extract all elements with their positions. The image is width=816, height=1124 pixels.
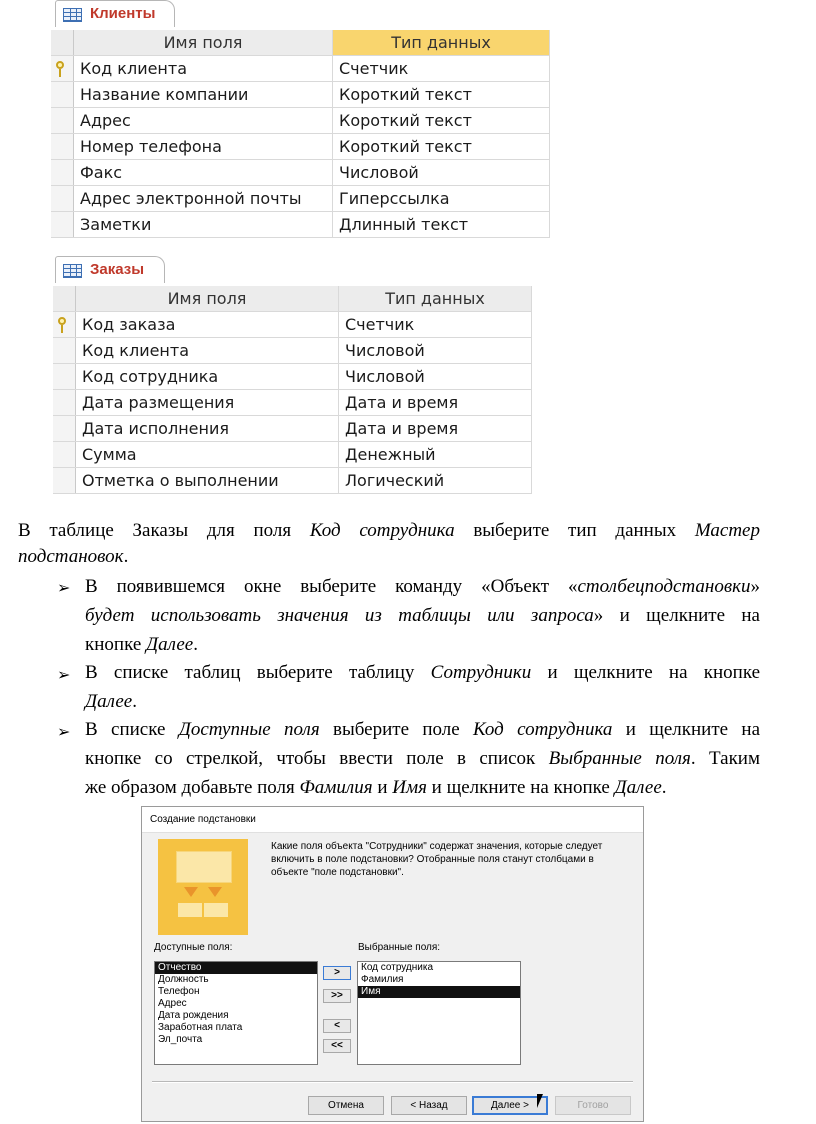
row-selector[interactable] (53, 364, 76, 390)
remove-field-button[interactable]: < (323, 1019, 351, 1033)
clients-designer (51, 0, 550, 244)
field-box-graphic (178, 903, 202, 917)
field-name-cell[interactable]: Дата исполнения (76, 416, 339, 442)
tab-label: Клиенты (90, 5, 156, 22)
dialog-title: Создание подстановки (150, 814, 256, 825)
list-item[interactable]: Дата рождения (158, 1010, 229, 1021)
wizard-question: Какие поля объекта "Сотрудники" содержат значения, которые следует включить в поле подстановки? Отобранные поля станут столбцами в объекте "поле подстановки". (271, 841, 603, 878)
field-row[interactable] (51, 212, 550, 238)
field-row[interactable] (53, 442, 532, 468)
step-1-line-2: будет использовать значения из таблицы или запроса» и щелкните на (85, 605, 760, 626)
data-type-cell[interactable]: Логический (339, 468, 532, 494)
row-selector[interactable] (53, 442, 76, 468)
next-button[interactable]: Далее > (472, 1096, 548, 1115)
cancel-button[interactable]: Отмена (308, 1096, 384, 1115)
bullet-arrow-icon: ➢ (57, 578, 71, 597)
list-item[interactable]: Отчество (155, 962, 317, 974)
row-selector-header[interactable] (53, 286, 76, 312)
data-type-cell[interactable]: Дата и время (339, 416, 532, 442)
wizard-illustration-icon (158, 839, 248, 935)
tab-label: Заказы (90, 261, 145, 278)
column-header-data-type[interactable]: Тип данных (339, 286, 532, 312)
field-row[interactable] (53, 468, 532, 494)
step-2-line-1: В списке таблиц выберите таблицу Сотрудники и щелкните на кнопке (85, 662, 761, 683)
bullet-arrow-icon: ➢ (57, 722, 71, 741)
field-row[interactable] (53, 390, 532, 416)
field-name-cell[interactable]: Код клиента (74, 56, 333, 82)
data-type-cell[interactable]: Дата и время (339, 390, 532, 416)
step-1-line-1: В появившемся окне выберите команду «Объект «столбецподстановки» (85, 576, 760, 597)
field-name-cell[interactable]: Отметка о выполнении (76, 468, 339, 494)
field-row[interactable] (53, 312, 532, 338)
field-row[interactable] (51, 56, 550, 82)
orders-designer (53, 256, 532, 502)
field-name-cell[interactable]: Заметки (74, 212, 333, 238)
back-button[interactable]: < Назад (391, 1096, 467, 1115)
field-name-cell[interactable]: Адрес (74, 108, 333, 134)
available-fields-list[interactable] (154, 961, 318, 1065)
data-type-cell[interactable]: Счетчик (339, 312, 532, 338)
instruction-paragraph: В таблице Заказы для поля Код сотрудника выберите тип данных Мастер (18, 520, 760, 541)
step-1-line-3: кнопке Далее. (85, 634, 198, 655)
step-3-line-2: кнопке со стрелкой, чтобы ввести поле в список Выбранные поля. Таким (85, 748, 760, 769)
available-fields-label: Доступные поля: (154, 942, 233, 953)
field-row[interactable] (51, 82, 550, 108)
dialog-title-bar (142, 807, 643, 833)
list-item[interactable]: Эл_почта (158, 1034, 203, 1045)
list-item[interactable]: Имя (358, 986, 520, 998)
data-type-cell[interactable]: Счетчик (333, 56, 550, 82)
field-name-cell[interactable]: Факс (74, 160, 333, 186)
table-icon (63, 264, 82, 278)
list-item[interactable]: Должность (158, 974, 209, 985)
data-type-cell[interactable]: Числовой (339, 338, 532, 364)
data-type-cell[interactable]: Короткий текст (333, 82, 550, 108)
row-selector[interactable] (53, 312, 76, 338)
field-name-cell[interactable]: Сумма (76, 442, 339, 468)
row-selector[interactable] (51, 134, 74, 160)
bullet-arrow-icon: ➢ (57, 665, 71, 684)
finish-button[interactable]: Готово (555, 1096, 631, 1115)
field-name-cell[interactable]: Код клиента (76, 338, 339, 364)
row-selector-header[interactable] (51, 30, 74, 56)
selected-fields-list[interactable] (357, 961, 521, 1065)
primary-key-icon (56, 61, 64, 69)
add-field-button[interactable]: > (323, 966, 351, 980)
remove-all-fields-button[interactable]: << (323, 1039, 351, 1053)
mouse-pointer-icon (537, 1094, 543, 1108)
column-header-data-type[interactable]: Тип данных (333, 30, 550, 56)
list-item[interactable]: Телефон (158, 986, 200, 997)
field-name-cell[interactable]: Название компании (74, 82, 333, 108)
field-row[interactable] (53, 338, 532, 364)
row-selector[interactable] (51, 108, 74, 134)
dialog-separator (152, 1081, 633, 1083)
row-selector[interactable] (53, 338, 76, 364)
row-selector[interactable] (53, 390, 76, 416)
primary-key-icon (58, 317, 66, 325)
lookup-wizard-dialog (141, 806, 644, 1122)
row-selector[interactable] (51, 186, 74, 212)
data-type-cell[interactable]: Числовой (339, 364, 532, 390)
selected-fields-label: Выбранные поля: (358, 942, 441, 953)
clients-field-grid (51, 30, 550, 238)
field-name-cell[interactable]: Адрес электронной почты (74, 186, 333, 212)
row-selector[interactable] (51, 56, 74, 82)
step-3-line-1: В списке Доступные поля выберите поле Код сотрудника и щелкните на (85, 719, 761, 740)
column-header-field-name[interactable]: Имя поля (74, 30, 333, 56)
data-type-cell[interactable]: Денежный (339, 442, 532, 468)
field-box-graphic (204, 903, 228, 917)
field-row[interactable] (51, 108, 550, 134)
step-3-line-3: же образом добавьте поля Фамилия и Имя и щелкните на кнопке Далее. (85, 777, 667, 798)
field-row[interactable] (53, 364, 532, 390)
field-row[interactable] (51, 160, 550, 186)
tab-clients[interactable] (55, 0, 175, 27)
field-row[interactable] (53, 416, 532, 442)
field-name-cell[interactable]: Код сотрудника (76, 364, 339, 390)
row-selector[interactable] (51, 82, 74, 108)
field-row[interactable] (51, 134, 550, 160)
down-arrow-icon (184, 887, 198, 897)
list-item[interactable]: Код сотрудника (361, 962, 434, 973)
row-selector[interactable] (53, 416, 76, 442)
data-type-cell[interactable]: Короткий текст (333, 134, 550, 160)
data-type-cell[interactable]: Короткий текст (333, 108, 550, 134)
row-selector[interactable] (51, 212, 74, 238)
tab-orders[interactable] (55, 256, 165, 283)
list-item[interactable]: Адрес (158, 998, 187, 1009)
data-type-cell[interactable]: Длинный текст (333, 212, 550, 238)
table-sheet-graphic (176, 851, 232, 883)
add-all-fields-button[interactable]: >> (323, 989, 351, 1003)
field-row[interactable] (51, 186, 550, 212)
field-name-cell[interactable]: Дата размещения (76, 390, 339, 416)
down-arrow-icon (208, 887, 222, 897)
row-selector[interactable] (53, 468, 76, 494)
table-icon (63, 8, 82, 22)
list-item[interactable]: Фамилия (361, 974, 404, 985)
step-2-line-2: Далее. (85, 691, 137, 712)
data-type-cell[interactable]: Гиперссылка (333, 186, 550, 212)
instruction-paragraph-cont: подстановок. (18, 546, 129, 567)
list-item[interactable]: Заработная плата (158, 1022, 243, 1033)
orders-field-grid (53, 286, 532, 494)
row-selector[interactable] (51, 160, 74, 186)
field-name-cell[interactable]: Номер телефона (74, 134, 333, 160)
data-type-cell[interactable]: Числовой (333, 160, 550, 186)
column-header-field-name[interactable]: Имя поля (76, 286, 339, 312)
field-name-cell[interactable]: Код заказа (76, 312, 339, 338)
